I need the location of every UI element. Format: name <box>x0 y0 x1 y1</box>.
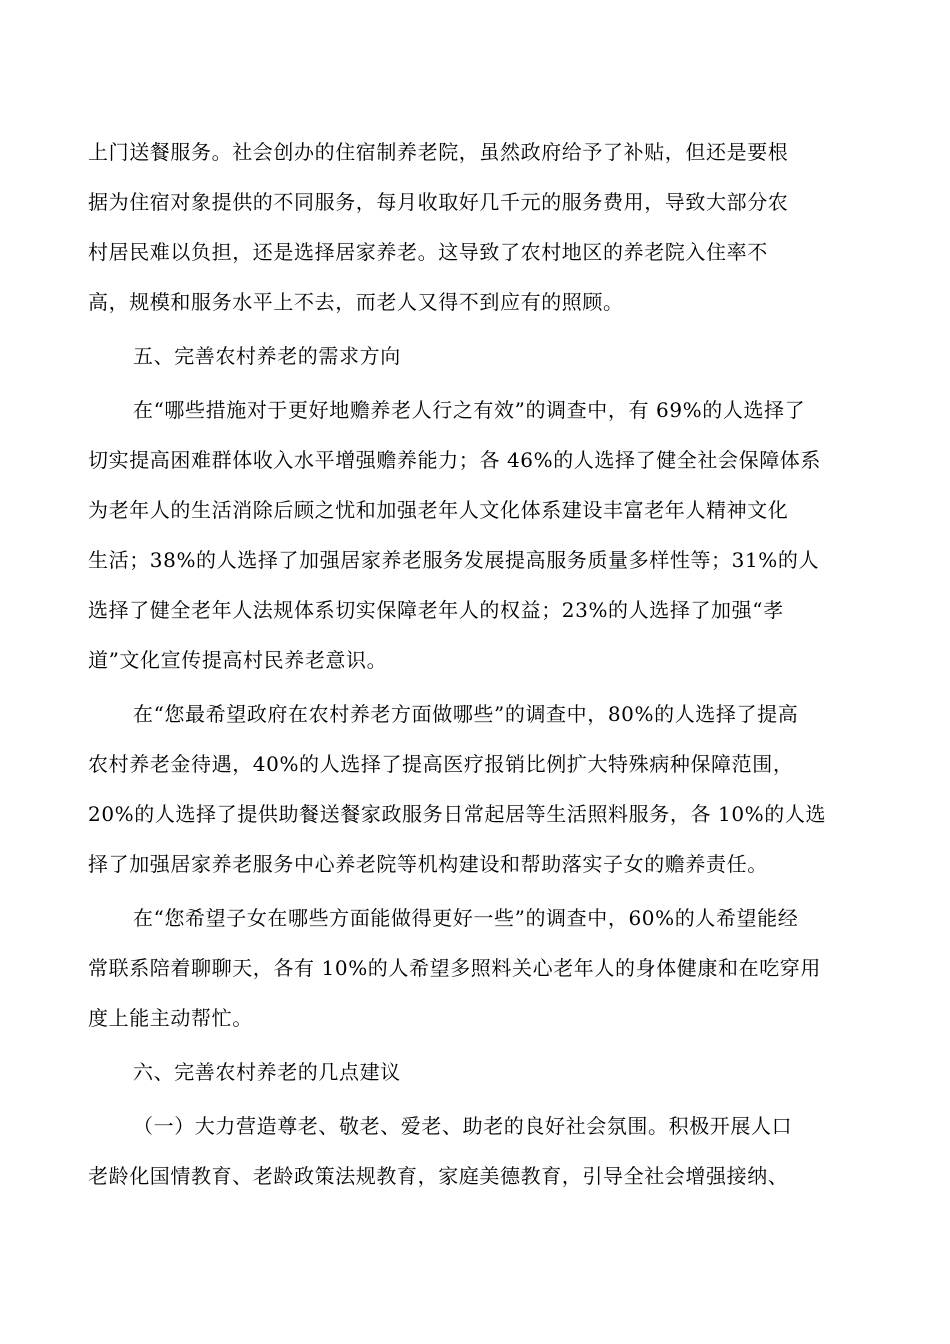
paragraph-1-line-2: 据为住宿对象提供的不同服务，每月收取好几千元的服务费用，导致大部分农 <box>88 190 789 214</box>
paragraph-2-line-6: 道”文化宣传提高村民养老意识。 <box>88 648 388 672</box>
paragraph-1-line-3: 村居民难以负担，还是选择居家养老。这导致了农村地区的养老院入住率不 <box>88 240 768 264</box>
paragraph-1-line-4: 高，规模和服务水平上不去，而老人又得不到应有的照顾。 <box>88 290 624 314</box>
section-heading-5: 五、完善农村养老的需求方向 <box>133 344 401 368</box>
paragraph-3-line-2: 农村养老金待遇，40%的人选择了提高医疗报销比例扩大特殊病种保障范围， <box>88 752 794 776</box>
paragraph-2-line-5: 选择了健全老年人法规体系切实保障老年人的权益；23%的人选择了加强“孝 <box>88 598 784 622</box>
paragraph-5-line-1: （一）大力营造尊老、敬老、爱老、助老的良好社会氛围。积极开展人口 <box>133 1114 793 1138</box>
paragraph-3-line-3: 20%的人选择了提供助餐送餐家政服务日常起居等生活照料服务，各 10%的人选 <box>88 802 827 826</box>
paragraph-5-line-2: 老龄化国情教育、老龄政策法规教育，家庭美德教育，引导全社会增强接纳、 <box>88 1164 789 1188</box>
paragraph-2-line-1: 在“哪些措施对于更好地赡养老人行之有效”的调查中，有 69%的人选择了 <box>133 398 806 422</box>
section-heading-6: 六、完善农村养老的几点建议 <box>133 1060 401 1084</box>
paragraph-4-line-3: 度上能主动帮忙。 <box>88 1006 253 1030</box>
paragraph-3-line-4: 择了加强居家养老服务中心养老院等机构建设和帮助落实子女的赡养责任。 <box>88 852 768 876</box>
paragraph-2-line-3: 为老年人的生活消除后顾之忧和加强老年人文化体系建设丰富老年人精神文化 <box>88 498 789 522</box>
paragraph-2-line-2: 切实提高困难群体收入水平增强赡养能力；各 46%的人选择了健全社会保障体系 <box>88 448 822 472</box>
paragraph-2-line-4: 生活；38%的人选择了加强居家养老服务发展提高服务质量多样性等；31%的人 <box>88 548 820 572</box>
paragraph-3-line-1: 在“您最希望政府在农村养老方面做哪些”的调查中，80%的人选择了提高 <box>133 702 799 726</box>
paragraph-1-line-1: 上门送餐服务。社会创办的住宿制养老院，虽然政府给予了补贴，但还是要根 <box>88 140 789 164</box>
paragraph-4-line-2: 常联系陪着聊聊天，各有 10%的人希望多照料关心老年人的身体健康和在吃穿用 <box>88 956 822 980</box>
paragraph-4-line-1: 在“您希望子女在哪些方面能做得更好一些”的调查中，60%的人希望能经 <box>133 906 799 930</box>
